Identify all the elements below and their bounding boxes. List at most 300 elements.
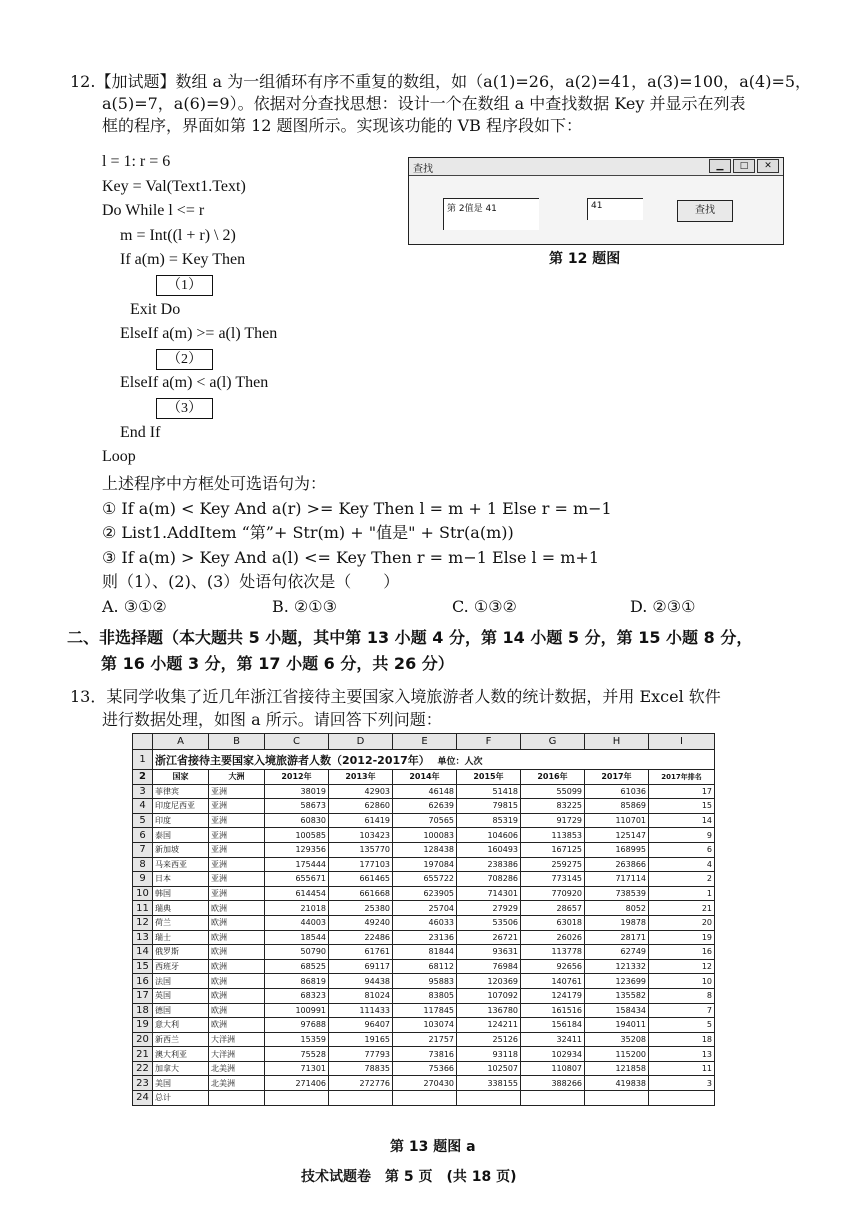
table-cell[interactable]: 92656 [521,959,585,974]
column-header[interactable]: E [393,734,457,750]
table-cell[interactable]: 135770 [329,842,393,857]
table-cell[interactable]: 欧洲 [209,945,265,960]
code-line: Key = Val(Text1.Text) [102,177,246,195]
table-cell[interactable]: 44003 [265,915,329,930]
table-cell[interactable]: 100083 [393,828,457,843]
choice-d: D. ②③① [630,597,696,616]
table-cell[interactable] [457,1091,521,1106]
table-cell[interactable]: 62749 [585,945,649,960]
header-cell[interactable]: 2012年 [265,770,329,785]
header-cell[interactable]: 2016年 [521,770,585,785]
table-cell[interactable] [265,1091,329,1106]
table-cell[interactable]: 10 [649,974,715,989]
table-cell[interactable]: 76984 [457,959,521,974]
table-cell[interactable]: 124179 [521,988,585,1003]
sheet-title[interactable] [153,750,521,770]
table-cell[interactable]: 32411 [521,1032,585,1047]
code-line: ElseIf a(m) >= a(l) Then [120,325,278,343]
table-cell[interactable]: 111433 [329,1003,393,1018]
table-cell[interactable]: 63018 [521,915,585,930]
table-row [133,974,715,989]
row-number[interactable]: 17 [133,988,153,1003]
table-cell[interactable]: 8052 [585,901,649,916]
q13-line-1: 13．某同学收集了近几年浙江省接待主要国家入境旅游者人数的统计数据，并用 Excel 软件 [70,687,721,706]
option-1: ① If a(m) < Key And a(r) >= Key Then l = m + 1 Else r = m−1 [102,498,612,518]
question-13 [70,685,721,731]
sheet-unit: 单位：人次 [437,756,483,767]
column-header[interactable]: I [649,734,715,750]
column-header-row [133,734,715,750]
table-cell[interactable]: 77793 [329,1047,393,1062]
empty-cell[interactable] [521,750,715,770]
table-cell[interactable]: 欧洲 [209,930,265,945]
table-cell[interactable]: 马来西亚 [153,857,209,872]
table-cell[interactable]: 60830 [265,813,329,828]
q12-options [102,472,612,595]
table-row [133,1061,715,1076]
options-intro: 上述程序中方框处可选语句为： [102,474,327,493]
table-cell[interactable]: 11 [649,1061,715,1076]
table-row [133,988,715,1003]
row-number[interactable]: 2 [133,770,153,785]
table-cell[interactable] [585,1091,649,1106]
table-cell[interactable]: 738539 [585,886,649,901]
table-cell[interactable]: 9 [649,828,715,843]
table-row [133,1076,715,1091]
header-cell[interactable]: 国家 [153,770,209,785]
table-cell[interactable]: 75366 [393,1061,457,1076]
table-cell[interactable]: 419838 [585,1076,649,1091]
table-cell[interactable]: 194011 [585,1018,649,1033]
row-number[interactable]: 22 [133,1061,153,1076]
header-cell[interactable]: 2014年 [393,770,457,785]
table-cell[interactable]: 110807 [521,1061,585,1076]
table-cell[interactable]: 104606 [457,828,521,843]
row-number[interactable]: 24 [133,1091,153,1106]
table-cell[interactable]: 46033 [393,915,457,930]
table-cell[interactable]: 新加坡 [153,842,209,857]
row-number[interactable]: 5 [133,813,153,828]
table-cell[interactable]: 亚洲 [209,813,265,828]
table-cell[interactable]: 6 [649,842,715,857]
vb-code-block [102,150,277,470]
table-cell[interactable]: 51418 [457,784,521,799]
table-cell[interactable]: 103423 [329,828,393,843]
table-cell[interactable]: 25126 [457,1032,521,1047]
corner-cell[interactable] [133,734,153,750]
table-row [133,915,715,930]
table-cell[interactable]: 亚洲 [209,784,265,799]
table-cell[interactable]: 欧洲 [209,901,265,916]
row-number[interactable]: 18 [133,1003,153,1018]
table-cell[interactable]: 15359 [265,1032,329,1047]
table-cell[interactable]: 71301 [265,1061,329,1076]
table-cell[interactable]: 19878 [585,915,649,930]
column-header[interactable]: G [521,734,585,750]
text1-input[interactable]: 41 [587,198,643,220]
table-cell[interactable]: 714301 [457,886,521,901]
q13-line-2: 进行数据处理，如图 a 所示。请回答下列问题： [102,710,442,729]
table-cell[interactable]: 259275 [521,857,585,872]
row-number[interactable]: 8 [133,857,153,872]
row-number[interactable]: 16 [133,974,153,989]
table-cell[interactable]: 新西兰 [153,1032,209,1047]
excel-sheet [132,733,714,1130]
table-cell[interactable]: 亚洲 [209,842,265,857]
table-cell[interactable]: 708286 [457,872,521,887]
table-cell[interactable]: 156184 [521,1018,585,1033]
table-cell[interactable]: 13 [649,1047,715,1062]
table-cell[interactable]: 661668 [329,886,393,901]
table-cell[interactable]: 68112 [393,959,457,974]
table-cell[interactable]: 亚洲 [209,828,265,843]
table-cell[interactable]: 124211 [457,1018,521,1033]
table-cell[interactable]: 770920 [521,886,585,901]
table-row [133,901,715,916]
minimize-icon[interactable]: ▁ [709,159,731,173]
table-cell[interactable]: 7 [649,1003,715,1018]
table-cell[interactable]: 62860 [329,799,393,814]
blank-box-1: （1） [156,275,213,296]
table-cell[interactable]: 瑞士 [153,930,209,945]
table-cell[interactable]: 61761 [329,945,393,960]
table-cell[interactable]: 160493 [457,842,521,857]
table-cell[interactable]: 79815 [457,799,521,814]
table-cell[interactable]: 大洋洲 [209,1047,265,1062]
table-cell[interactable]: 102934 [521,1047,585,1062]
table-cell[interactable]: 欧洲 [209,974,265,989]
table-cell[interactable]: 91729 [521,813,585,828]
maximize-icon[interactable]: □ [733,159,755,173]
table-cell[interactable]: 129356 [265,842,329,857]
choice-b: B. ②①③ [272,597,337,616]
row-number[interactable]: 20 [133,1032,153,1047]
table-cell[interactable]: 62639 [393,799,457,814]
table-cell[interactable]: 26026 [521,930,585,945]
column-header[interactable]: C [265,734,329,750]
table-cell[interactable]: 125147 [585,828,649,843]
table-cell[interactable]: 印度 [153,813,209,828]
table-cell[interactable]: 83225 [521,799,585,814]
code-line: Exit Do [130,300,181,318]
table-row [133,945,715,960]
table-row [133,799,715,814]
table-cell[interactable]: 日本 [153,872,209,887]
table-cell[interactable]: 英国 [153,988,209,1003]
row-number[interactable]: 19 [133,1018,153,1033]
table-cell[interactable]: 70565 [393,813,457,828]
vb-search-window [408,157,784,245]
table-cell[interactable]: 加拿大 [153,1061,209,1076]
row-number[interactable]: 9 [133,872,153,887]
table-cell[interactable]: 1 [649,886,715,901]
section-2-line-1: 二、非选择题（本大题共 5 小题，其中第 13 小题 4 分，第 14 小题 5 分，第 15 小题 8 分， [67,628,753,647]
table-cell[interactable]: 123699 [585,974,649,989]
section-2-heading [67,625,752,677]
row-number[interactable]: 11 [133,901,153,916]
table-cell[interactable]: 意大利 [153,1018,209,1033]
table-cell[interactable]: 121858 [585,1061,649,1076]
table-cell[interactable]: 614454 [265,886,329,901]
row-number[interactable]: 14 [133,945,153,960]
table-cell[interactable]: 荷兰 [153,915,209,930]
table-cell[interactable]: 27929 [457,901,521,916]
table-cell[interactable]: 泰国 [153,828,209,843]
table-cell[interactable]: 46148 [393,784,457,799]
code-line: m = Int((l + r) \ 2) [120,226,236,244]
table-cell[interactable]: 97688 [265,1018,329,1033]
table-cell[interactable]: 85319 [457,813,521,828]
column-header[interactable]: B [209,734,265,750]
row-number[interactable]: 6 [133,828,153,843]
table-cell[interactable]: 25380 [329,901,393,916]
table-cell[interactable]: 28657 [521,901,585,916]
table-cell[interactable]: 61036 [585,784,649,799]
table-cell[interactable]: 175444 [265,857,329,872]
table-cell[interactable]: 140761 [521,974,585,989]
table-cell[interactable]: 94438 [329,974,393,989]
table-row [133,959,715,974]
table-cell[interactable]: 107092 [457,988,521,1003]
row-number[interactable]: 1 [133,750,153,770]
table-cell[interactable]: 大洋洲 [209,1032,265,1047]
question-ask: 则（1）、(2)、(3）处语句依次是（ ） [102,572,400,591]
code-line: Loop [102,448,136,466]
table-cell[interactable]: 69117 [329,959,393,974]
table-cell[interactable]: 19165 [329,1032,393,1047]
table-cell[interactable]: 117845 [393,1003,457,1018]
table-cell[interactable] [649,1091,715,1106]
table-cell[interactable]: 103074 [393,1018,457,1033]
question-12 [70,71,811,137]
table-cell[interactable]: 388266 [521,1076,585,1091]
table-cell[interactable]: 16 [649,945,715,960]
table-cell[interactable]: 271406 [265,1076,329,1091]
column-header[interactable]: H [585,734,649,750]
table-cell[interactable]: 21757 [393,1032,457,1047]
table-cell[interactable]: 38019 [265,784,329,799]
table-cell[interactable]: 欧洲 [209,1018,265,1033]
table-row [133,1032,715,1047]
table-cell[interactable]: 100991 [265,1003,329,1018]
close-icon[interactable]: ✕ [757,159,779,173]
table-cell[interactable]: 75528 [265,1047,329,1062]
column-header[interactable]: A [153,734,209,750]
table-cell[interactable]: 238386 [457,857,521,872]
table-cell[interactable]: 158434 [585,1003,649,1018]
table-cell[interactable]: 42903 [329,784,393,799]
list1-listbox[interactable]: 第 2值是 41 [443,198,539,230]
table-row [133,828,715,843]
table-cell[interactable]: 22486 [329,930,393,945]
table-cell[interactable]: 亚洲 [209,886,265,901]
table-cell[interactable] [209,1091,265,1106]
table-cell[interactable]: 85869 [585,799,649,814]
table-cell[interactable]: 100585 [265,828,329,843]
table-cell[interactable]: 印度尼西亚 [153,799,209,814]
table-row [133,813,715,828]
header-cell[interactable]: 2017年排名 [649,770,715,785]
table-cell[interactable]: 3 [649,1076,715,1091]
table-cell[interactable]: 55099 [521,784,585,799]
table-cell[interactable]: 93118 [457,1047,521,1062]
table-cell[interactable]: 96407 [329,1018,393,1033]
section-2-line-2: 第 16 小题 3 分，第 17 小题 6 分，共 26 分） [101,654,454,673]
table-cell[interactable]: 270430 [393,1076,457,1091]
table-cell[interactable]: 美国 [153,1076,209,1091]
table-cell[interactable] [393,1091,457,1106]
table-cell[interactable]: 20 [649,915,715,930]
table-cell[interactable]: 欧洲 [209,915,265,930]
table-cell[interactable]: 28171 [585,930,649,945]
table-cell[interactable]: 15 [649,799,715,814]
table-cell[interactable]: 韩国 [153,886,209,901]
table-cell[interactable]: 18 [649,1032,715,1047]
table-cell[interactable]: 2 [649,872,715,887]
row-number[interactable]: 3 [133,784,153,799]
table-cell[interactable] [329,1091,393,1106]
table-cell[interactable]: 73816 [393,1047,457,1062]
table-cell[interactable]: 121332 [585,959,649,974]
table-cell[interactable]: 17 [649,784,715,799]
header-cell[interactable]: 2015年 [457,770,521,785]
sheet-header-row [133,770,715,785]
sheet-title-row [133,750,715,770]
table-cell[interactable]: 北美洲 [209,1076,265,1091]
table-cell[interactable]: 93631 [457,945,521,960]
table-cell[interactable]: 86819 [265,974,329,989]
table-cell[interactable]: 35208 [585,1032,649,1047]
row-number[interactable]: 4 [133,799,153,814]
table-cell[interactable]: 菲律宾 [153,784,209,799]
table-cell[interactable]: 58673 [265,799,329,814]
table-cell[interactable]: 263866 [585,857,649,872]
table-cell[interactable]: 338155 [457,1076,521,1091]
header-cell[interactable]: 2013年 [329,770,393,785]
row-number[interactable]: 13 [133,930,153,945]
column-header[interactable]: D [329,734,393,750]
table-cell[interactable]: 135582 [585,988,649,1003]
table-cell[interactable]: 8 [649,988,715,1003]
table-cell[interactable]: 717114 [585,872,649,887]
table-cell[interactable]: 168995 [585,842,649,857]
row-number[interactable]: 10 [133,886,153,901]
table-cell[interactable]: 澳大利亚 [153,1047,209,1062]
sheet-table [132,733,715,1106]
table-cell[interactable]: 78835 [329,1061,393,1076]
table-cell[interactable]: 61419 [329,813,393,828]
table-cell[interactable]: 661465 [329,872,393,887]
table-cell[interactable]: 197084 [393,857,457,872]
table-cell[interactable]: 亚洲 [209,799,265,814]
table-cell[interactable]: 49240 [329,915,393,930]
code-line: End If [120,423,161,441]
table-cell[interactable]: 68525 [265,959,329,974]
table-cell[interactable]: 272776 [329,1076,393,1091]
table-cell[interactable] [521,1091,585,1106]
table-cell[interactable]: 欧洲 [209,1003,265,1018]
table-cell[interactable]: 81844 [393,945,457,960]
row-number[interactable]: 12 [133,915,153,930]
table-cell[interactable]: 德国 [153,1003,209,1018]
table-cell[interactable]: 95883 [393,974,457,989]
column-header[interactable]: F [457,734,521,750]
q12-line-2: a(5)=7，a(6)=9）。依据对分查找思想：设计一个在数组 a 中查找数据 Key 并显示在列表 [102,94,746,113]
table-cell[interactable]: 亚洲 [209,857,265,872]
table-cell[interactable]: 655671 [265,872,329,887]
table-cell[interactable]: 14 [649,813,715,828]
table-cell[interactable]: 26721 [457,930,521,945]
header-cell[interactable]: 2017年 [585,770,649,785]
code-line: ElseIf a(m) < a(l) Then [120,374,269,392]
table-row [133,886,715,901]
search-button[interactable]: 查找 [677,200,733,222]
code-line: Do While l <= r [102,202,205,220]
table-row [133,1091,715,1106]
page-footer: 技术试题卷 第 5 页 (共 18 页) [301,1169,517,1185]
table-cell[interactable]: 120369 [457,974,521,989]
table-cell[interactable]: 83805 [393,988,457,1003]
table-cell[interactable]: 773145 [521,872,585,887]
table-cell[interactable]: 瑞典 [153,901,209,916]
header-cell[interactable]: 大洲 [209,770,265,785]
row-number[interactable]: 23 [133,1076,153,1091]
table-cell[interactable]: 21 [649,901,715,916]
table-row [133,1047,715,1062]
table-cell[interactable]: 12 [649,959,715,974]
table-cell[interactable]: 68323 [265,988,329,1003]
table-cell[interactable]: 655722 [393,872,457,887]
table-cell[interactable]: 23136 [393,930,457,945]
table-cell[interactable]: 25704 [393,901,457,916]
table-cell[interactable]: 102507 [457,1061,521,1076]
table-cell[interactable]: 19 [649,930,715,945]
table-cell[interactable]: 623905 [393,886,457,901]
table-cell[interactable]: 18544 [265,930,329,945]
sheet-title-text: 浙江省接待主要国家入境旅游者人数（2012-2017年） [155,753,430,767]
row-number[interactable]: 15 [133,959,153,974]
table-cell[interactable]: 总计 [153,1091,209,1106]
code-line: If a(m) = Key Then [120,251,246,269]
table-row [133,1018,715,1033]
table-cell[interactable]: 113778 [521,945,585,960]
row-number[interactable]: 21 [133,1047,153,1062]
table-cell[interactable]: 167125 [521,842,585,857]
table-cell[interactable]: 161516 [521,1003,585,1018]
table-cell[interactable]: 113853 [521,828,585,843]
table-cell[interactable]: 5 [649,1018,715,1033]
window-title: 查找 [413,164,433,175]
table-cell[interactable]: 53506 [457,915,521,930]
table-cell[interactable]: 欧洲 [209,959,265,974]
table-cell[interactable]: 81024 [329,988,393,1003]
table-cell[interactable]: 4 [649,857,715,872]
table-cell[interactable]: 128438 [393,842,457,857]
table-cell[interactable]: 亚洲 [209,872,265,887]
table-cell[interactable]: 50790 [265,945,329,960]
table-cell[interactable]: 欧洲 [209,988,265,1003]
table-cell[interactable]: 西班牙 [153,959,209,974]
table-cell[interactable]: 115200 [585,1047,649,1062]
table-cell[interactable]: 北美洲 [209,1061,265,1076]
table-cell[interactable]: 21018 [265,901,329,916]
row-number[interactable]: 7 [133,842,153,857]
table-cell[interactable]: 110701 [585,813,649,828]
table-cell[interactable]: 177103 [329,857,393,872]
table-cell[interactable]: 136780 [457,1003,521,1018]
table-cell[interactable]: 俄罗斯 [153,945,209,960]
table-cell[interactable]: 法国 [153,974,209,989]
